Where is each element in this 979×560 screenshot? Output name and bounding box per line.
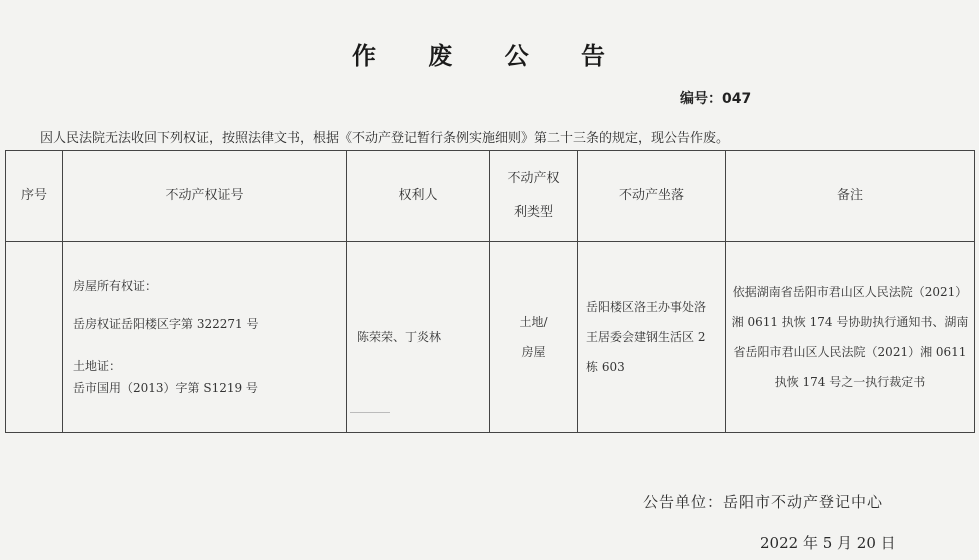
header-type [490, 151, 578, 242]
issuing-org: 公告单位：岳阳市不动产登记中心 [643, 493, 884, 511]
cert-house-no: 岳房权证岳阳楼区字第 322271 号 [73, 317, 259, 331]
divider [350, 412, 390, 413]
table-row [6, 242, 975, 433]
header-remark: 备注 [726, 151, 975, 242]
header-owner: 权利人 [347, 151, 490, 242]
cert-house-label: 房屋所有权证： [73, 279, 158, 293]
cell-seq [6, 242, 63, 433]
notice-number: 编号：047 [680, 91, 752, 107]
cell-location: 岳阳楼区洛王办事处洛王居委会建钢生活区 2 栋 603 [578, 242, 726, 433]
cell-type [490, 242, 578, 433]
cert-land-no: 岳市国用（2013）字第 S1219 号 [73, 381, 258, 395]
cell-remark: 依据湖南省岳阳市君山区人民法院（2021）湘 0611 执恢 174 号协助执行通知书、湖南省岳阳市君山区人民法院（2021）湘 0611 执恢 174 号之一执行裁定书 [726, 242, 975, 433]
cell-owner: 陈荣荣、丁炎林 [347, 242, 490, 433]
cert-land-label: 土地证： [73, 359, 122, 373]
header-seq: 序号 [6, 151, 63, 242]
page-title: 作 废 公 告 [351, 42, 628, 70]
cell-cert [63, 242, 347, 433]
header-location: 不动产坐落 [578, 151, 726, 242]
issue-date: 2022 年 5 月 20 日 [760, 534, 896, 552]
table-header-row [6, 151, 975, 242]
type-line1: 土地/ [519, 315, 548, 329]
header-type-line2: 利类型 [513, 205, 553, 220]
header-cert: 不动产权证号 [63, 151, 347, 242]
notice-table [5, 150, 975, 433]
header-type-line1: 不动产权 [507, 171, 560, 186]
type-line2: 房屋 [521, 345, 546, 359]
intro-text: 因人民法院无法收回下列权证，按照法律文书，根据《不动产登记暂行条例实施细则》第二十三条的规定，现公告作废。 [40, 131, 730, 146]
